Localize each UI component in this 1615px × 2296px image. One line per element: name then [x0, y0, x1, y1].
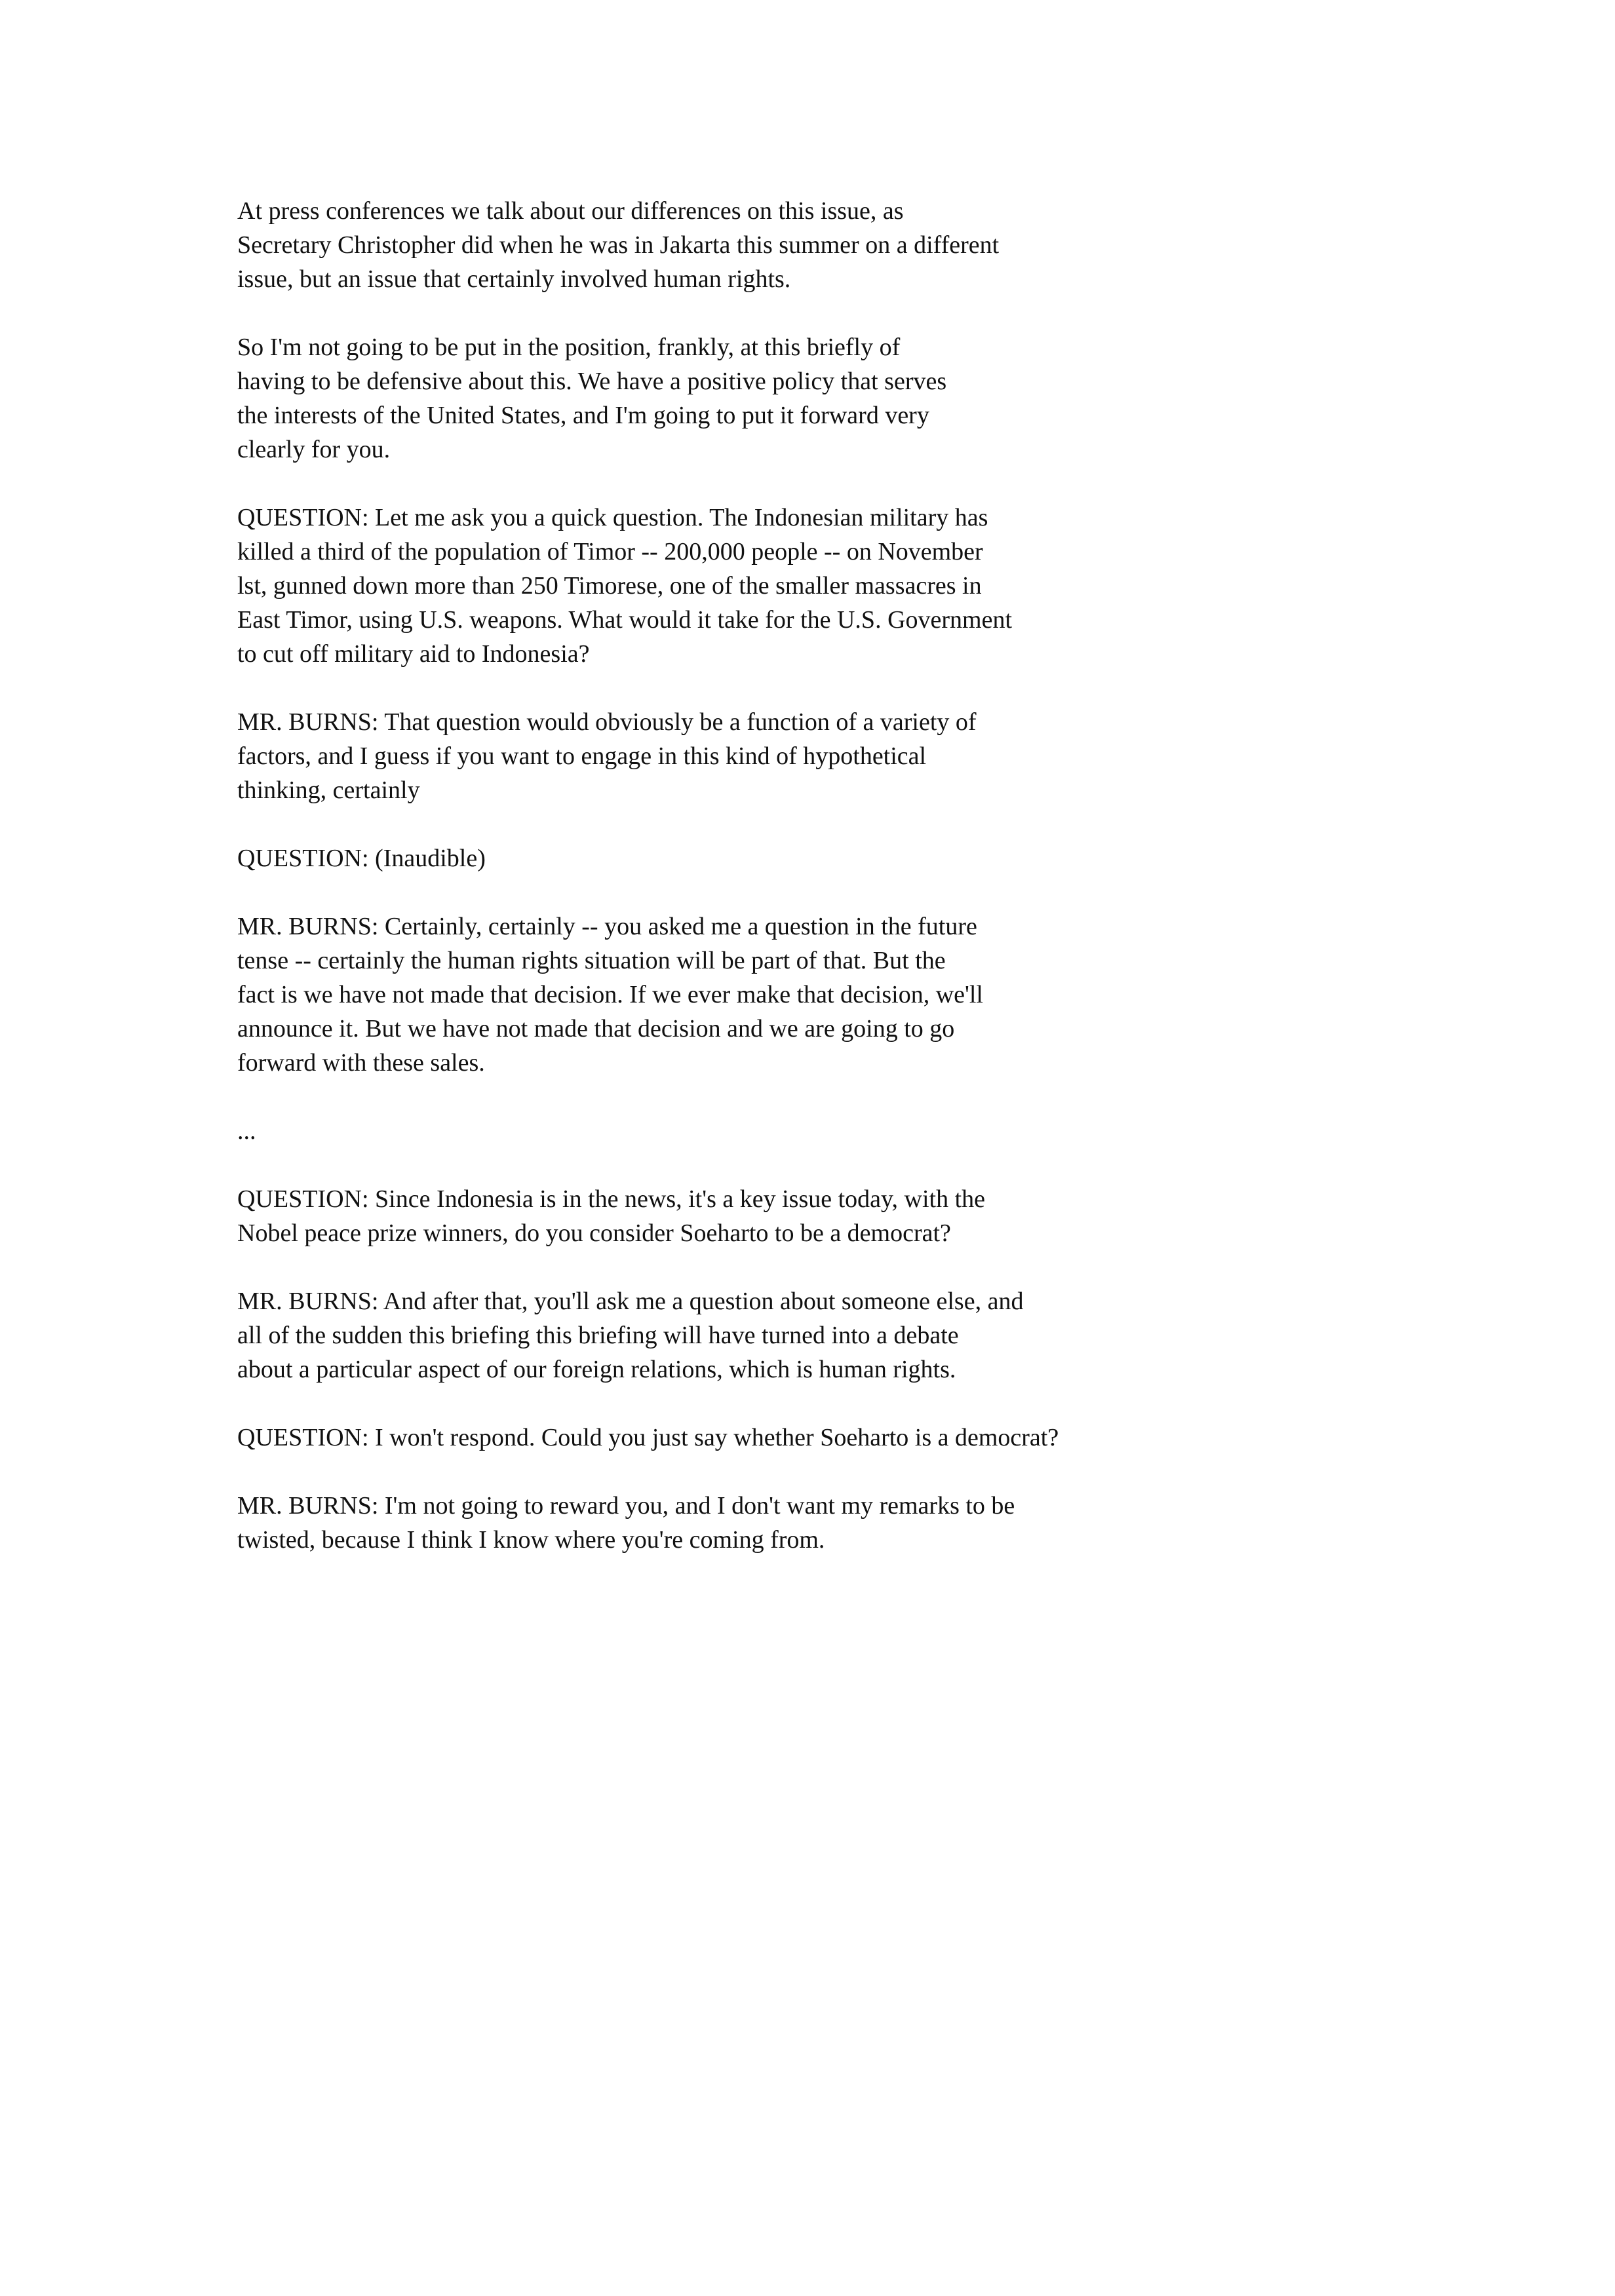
text-line: QUESTION: Let me ask you a quick question. The Indonesian military has — [237, 504, 988, 531]
transcript-paragraph — [237, 1421, 1430, 1455]
text-line: MR. BURNS: That question would obviously be a function of a variety of — [237, 708, 977, 736]
text-line: thinking, certainly — [237, 776, 420, 804]
text-line: QUESTION: (Inaudible) — [237, 845, 486, 872]
text-line: factors, and I guess if you want to engage in this kind of hypothetical — [237, 742, 927, 770]
text-line: QUESTION: I won't respond. Could you just say whether Soeharto is a democrat? — [237, 1424, 1059, 1451]
transcript-paragraph — [237, 1182, 1430, 1250]
briefing-transcript — [237, 194, 1430, 1591]
text-line: Nobel peace prize winners, do you consider Soeharto to be a democrat? — [237, 1219, 951, 1247]
text-line: clearly for you. — [237, 436, 391, 463]
text-line: having to be defensive about this. We have a positive policy that serves — [237, 368, 947, 395]
text-line: So I'm not going to be put in the position, frankly, at this briefly of — [237, 334, 901, 361]
text-line: announce it. But we have not made that decision and we are going to go — [237, 1015, 955, 1043]
text-line: fact is we have not made that decision. If we ever make that decision, we'll — [237, 981, 983, 1008]
text-line: forward with these sales. — [237, 1049, 485, 1077]
text-line: ... — [237, 1117, 256, 1145]
text-line: issue, but an issue that certainly involved human rights. — [237, 265, 791, 293]
text-line: to cut off military aid to Indonesia? — [237, 640, 590, 668]
text-line: MR. BURNS: And after that, you'll ask me a question about someone else, and — [237, 1288, 1024, 1315]
transcript-paragraph — [237, 705, 1430, 807]
text-line: about a particular aspect of our foreign relations, which is human rights. — [237, 1356, 956, 1383]
text-line: At press conferences we talk about our differences on this issue, as — [237, 197, 904, 225]
text-line: Secretary Christopher did when he was in Jakarta this summer on a different — [237, 231, 1000, 259]
text-line: killed a third of the population of Timor -- 200,000 people -- on November — [237, 538, 983, 565]
transcript-paragraph — [237, 330, 1430, 467]
transcript-paragraph — [237, 909, 1430, 1080]
text-line: the interests of the United States, and I'm going to put it forward very — [237, 402, 929, 429]
transcript-paragraph — [237, 841, 1430, 875]
text-line: MR. BURNS: I'm not going to reward you, and I don't want my remarks to be — [237, 1492, 1015, 1520]
text-line: lst, gunned down more than 250 Timorese, one of the smaller massacres in — [237, 572, 982, 600]
transcript-paragraph — [237, 1489, 1430, 1557]
text-line: East Timor, using U.S. weapons. What would it take for the U.S. Government — [237, 606, 1013, 634]
transcript-paragraph — [237, 1114, 1430, 1148]
text-line: QUESTION: Since Indonesia is in the news, it's a key issue today, with the — [237, 1185, 986, 1213]
text-line: MR. BURNS: Certainly, certainly -- you asked me a question in the future — [237, 913, 977, 940]
text-line: tense -- certainly the human rights situation will be part of that. But the — [237, 947, 946, 974]
text-line: twisted, because I think I know where you're coming from. — [237, 1526, 825, 1554]
transcript-paragraph — [237, 501, 1430, 671]
transcript-paragraph — [237, 194, 1430, 296]
text-line: all of the sudden this briefing this briefing will have turned into a debate — [237, 1322, 959, 1349]
transcript-paragraph — [237, 1284, 1430, 1387]
